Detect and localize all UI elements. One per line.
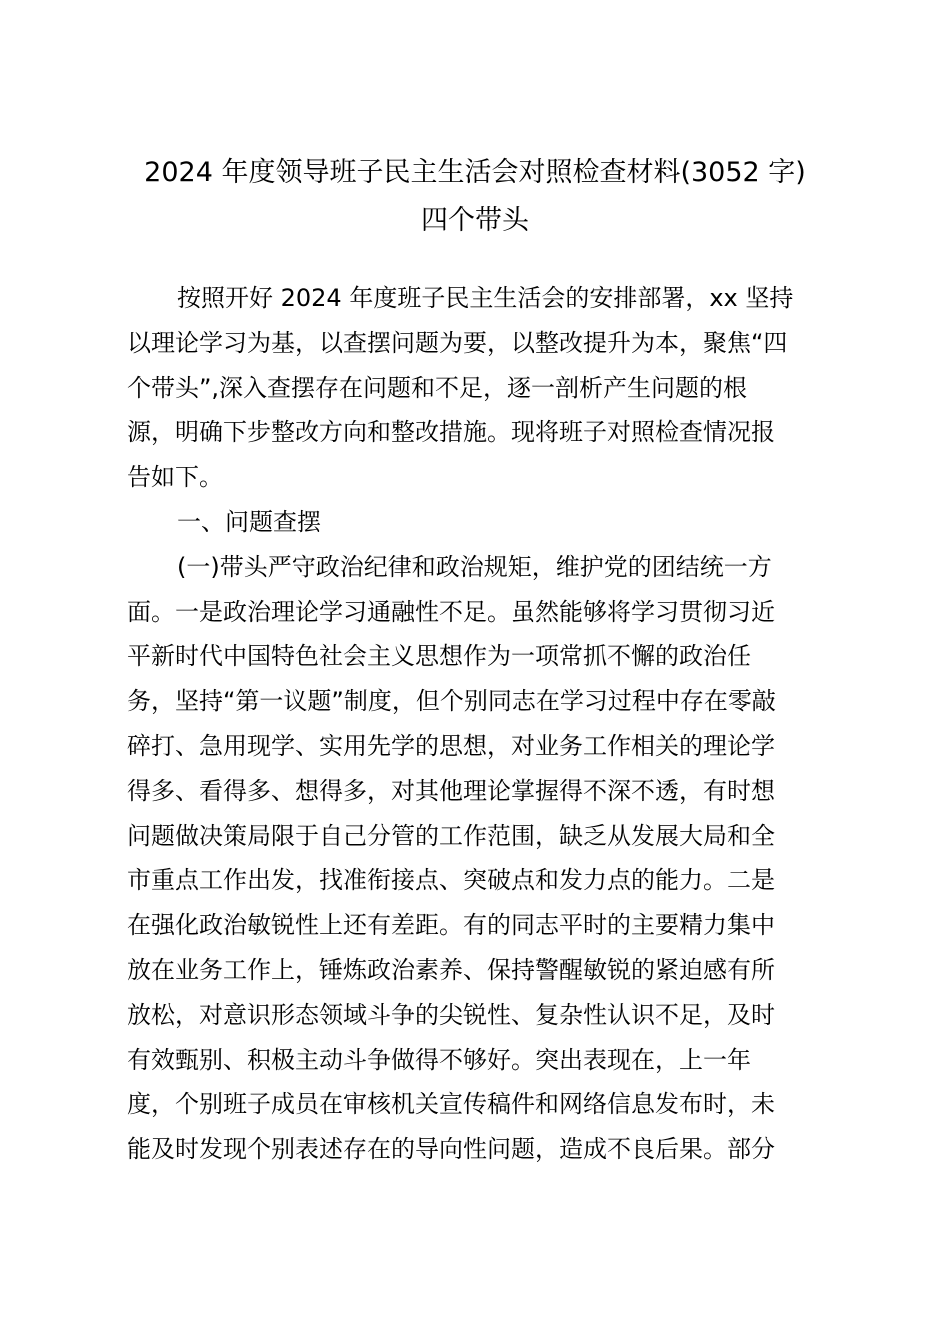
- section-heading: 一、问题查摆: [177, 507, 321, 536]
- document-body: [127, 276, 827, 1172]
- document-title: 2024 年度领导班子民主生活会对照检查材料(3052 字): [144, 157, 806, 188]
- text-line: 问题做决策局限于自己分管的工作范围，缺乏从发展大局和全: [127, 821, 775, 850]
- document-subtitle: 四个带头: [421, 205, 529, 236]
- text-line: 以理论学习为基，以查摆问题为要，以整改提升为本，聚焦“四: [127, 328, 788, 357]
- text-line: 在强化政治敏锐性上还有差距。有的同志平时的主要精力集中: [127, 911, 775, 940]
- text-line: 放在业务工作上，锤炼政治素养、保持警醒敏锐的紧迫感有所: [127, 955, 775, 984]
- text-line: (一)带头严守政治纪律和政治规矩，维护党的团结统一方: [177, 552, 772, 581]
- text-line: 度，个别班子成员在审核机关宣传稿件和网络信息发布时，未: [127, 1090, 775, 1119]
- text-line: 告如下。: [127, 463, 223, 492]
- text-line: 有效甄别、积极主动斗争做得不够好。突出表现在，上一年: [127, 1045, 751, 1074]
- text-line: 面。一是政治理论学习通融性不足。虽然能够将学习贯彻习近: [127, 597, 775, 626]
- text-line: 得多、看得多、想得多，对其他理论掌握得不深不透，有时想: [127, 776, 775, 805]
- text-line: 务，坚持“第一议题”制度，但个别同志在学习过程中存在零敲: [127, 687, 776, 716]
- text-line: 能及时发现个别表述存在的导向性问题，造成不良后果。部分: [127, 1135, 775, 1164]
- text-line: 碎打、急用现学、实用先学的思想，对业务工作相关的理论学: [127, 731, 775, 760]
- text-line: 源，明确下步整改方向和整改措施。现将班子对照检查情况报: [127, 418, 775, 447]
- text-line: 放松，对意识形态领域斗争的尖锐性、复杂性认识不足，及时: [127, 1000, 775, 1029]
- text-line: 市重点工作出发，找准衔接点、突破点和发力点的能力。二是: [127, 866, 775, 895]
- text-line: 平新时代中国特色社会主义思想作为一项常抓不懈的政治任: [127, 642, 751, 671]
- text-line: 个带头”,深入查摆存在问题和不足，逐一剖析产生问题的根: [127, 373, 748, 402]
- text-line: 按照开好 2024 年度班子民主生活会的安排部署，xx 坚持: [177, 284, 794, 312]
